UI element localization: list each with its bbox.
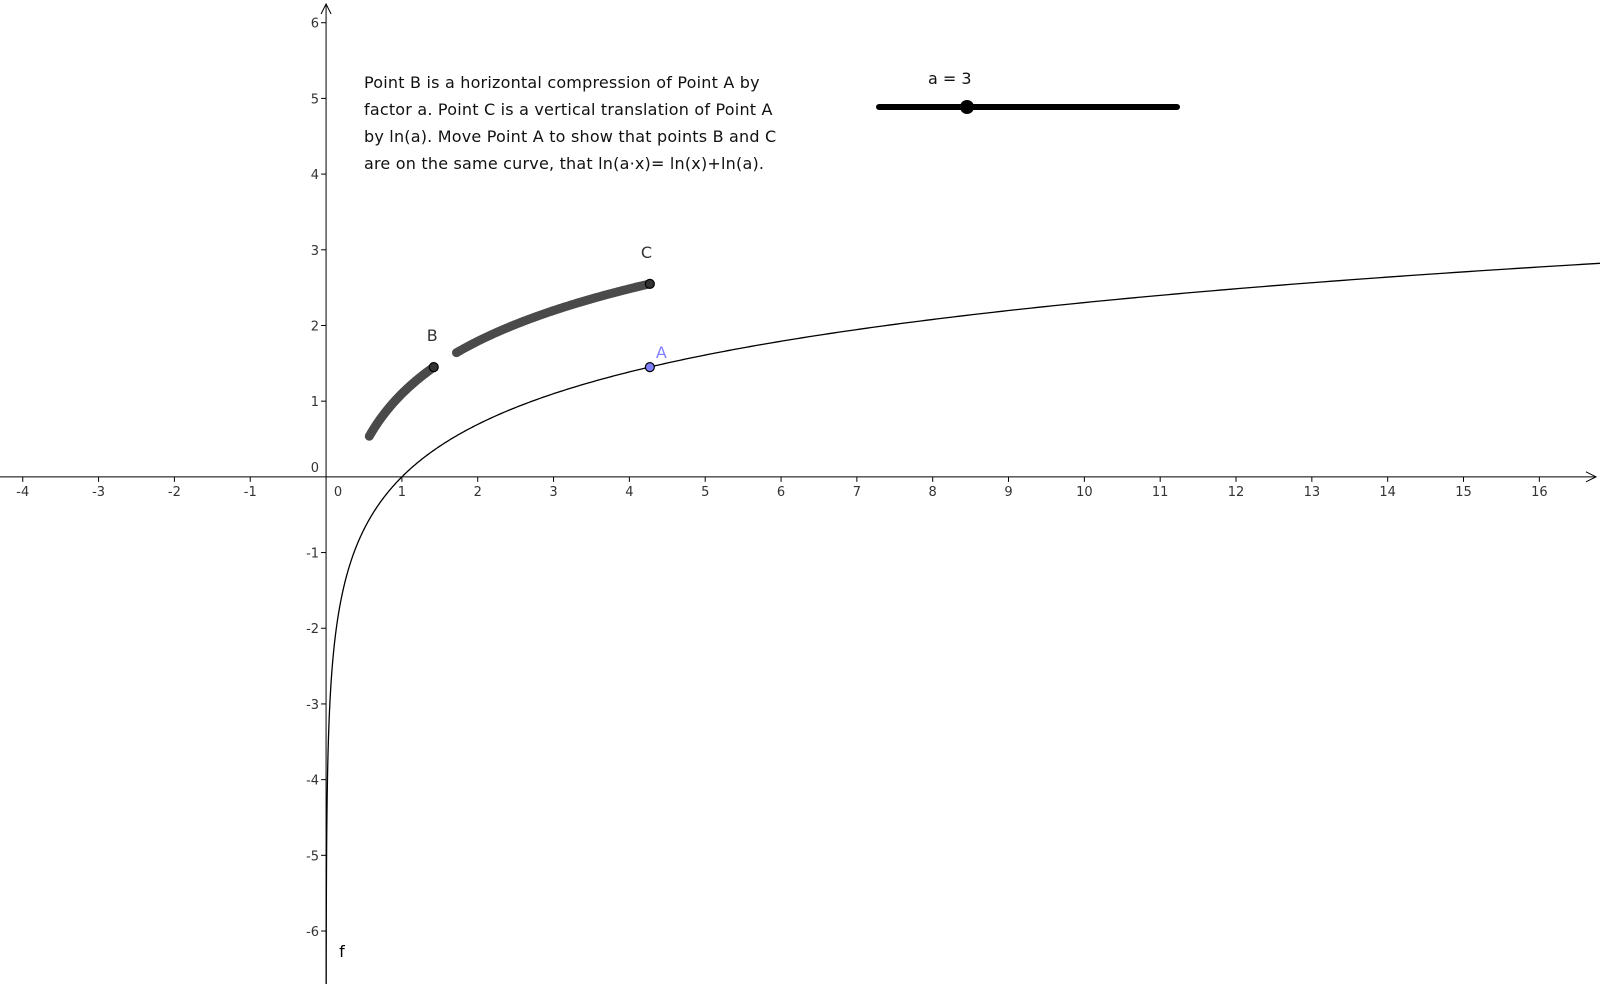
slider-track[interactable] [876, 104, 1180, 110]
x-tick-label: 8 [928, 484, 937, 500]
x-tick-label: 12 [1227, 484, 1245, 500]
trace-point-C [452, 279, 654, 357]
y-tick-label: -1 [306, 546, 320, 562]
y-tick-label: -6 [306, 925, 320, 941]
x-tick-label: 13 [1303, 484, 1321, 500]
y-tick-label: 3 [310, 243, 320, 259]
y-tick-label: 2 [310, 319, 320, 335]
x-tick-label: 15 [1455, 484, 1472, 500]
y-tick-label: 1 [310, 395, 320, 411]
x-tick-label: -1 [243, 484, 257, 500]
instruction-text [364, 69, 824, 177]
trace-layer [365, 279, 655, 440]
y-tick-label: 5 [310, 92, 320, 108]
y-tick-label: -5 [306, 849, 320, 865]
x-tick-label: 1 [397, 484, 407, 500]
x-tick-label: 9 [1004, 484, 1013, 500]
instruction-line: are on the same curve, that ln(a·x)= ln(x)+ln(a). [364, 154, 765, 173]
x-tick-label: 11 [1151, 484, 1169, 500]
y-tick-label: 4 [310, 168, 320, 184]
x-tick-label: 4 [625, 484, 634, 500]
function-f-layer [326, 263, 1600, 984]
x-tick-label: 14 [1379, 484, 1396, 500]
point-A[interactable] [645, 363, 654, 372]
x-tick-label: 3 [549, 484, 558, 500]
instruction-line: factor a. Point C is a vertical translation of Point A [364, 100, 773, 119]
y-tick-label: 0 [310, 460, 320, 476]
x-tick-label: 7 [852, 484, 862, 500]
y-tick-label: -4 [306, 773, 320, 789]
point-A-label: A [655, 343, 667, 363]
slider-a[interactable] [876, 66, 1182, 122]
x-tick-label: 2 [473, 484, 482, 500]
instruction-line: Point B is a horizontal compression of Point A by [364, 73, 760, 92]
x-tick-label: -2 [167, 484, 181, 500]
x-tick-label: 10 [1076, 484, 1093, 500]
point-C[interactable] [645, 279, 654, 288]
y-tick-label: -3 [306, 697, 320, 713]
x-tick-label: -4 [16, 484, 30, 500]
x-tick-label: 6 [776, 484, 786, 500]
point-B-label: B [426, 326, 438, 346]
y-tick-label: -2 [306, 622, 320, 638]
slider-knob[interactable] [960, 100, 974, 114]
y-tick-label: 6 [310, 16, 320, 32]
point-C-label: C [640, 242, 653, 262]
function-f-curve[interactable] [326, 263, 1600, 984]
point-B[interactable] [429, 363, 438, 372]
slider-a-label: a = 3 [928, 69, 972, 88]
x-tick-label: 0 [333, 484, 343, 500]
x-tick-label: 5 [701, 484, 710, 500]
x-tick-label: -3 [92, 484, 106, 500]
instruction-line: by ln(a). Move Point A to show that points B and C [364, 127, 777, 146]
function-f-label: f [339, 942, 345, 961]
trace-point-B [365, 363, 438, 441]
x-tick-label: 16 [1531, 484, 1548, 500]
